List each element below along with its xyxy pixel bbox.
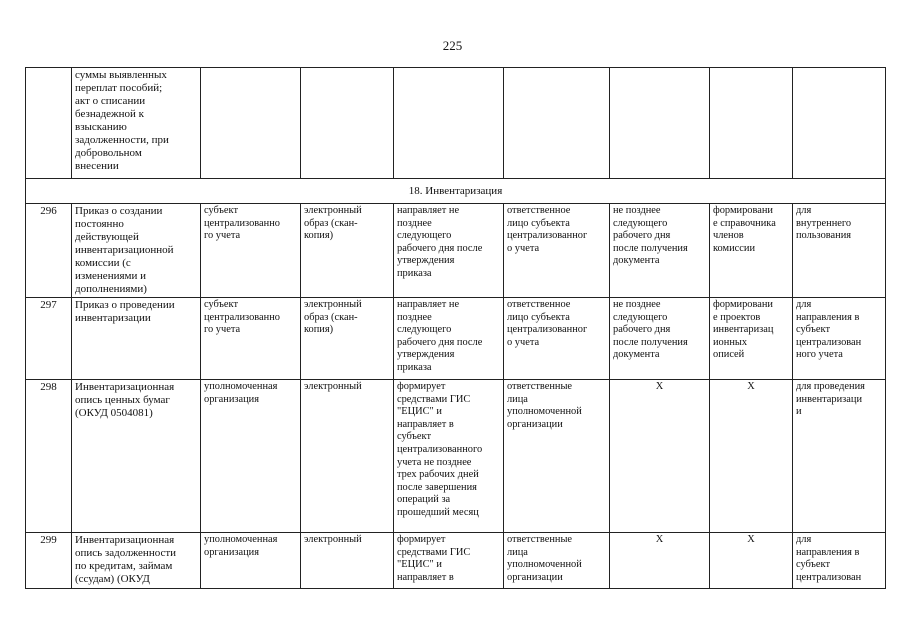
cell-processing: формировани е справочника членов комиссии xyxy=(710,204,793,298)
cell-deadline: X xyxy=(610,533,710,589)
cell-who: уполномоченная организация xyxy=(201,533,301,589)
section-title: 18. Инвентаризация xyxy=(26,179,886,204)
cell-num: 298 xyxy=(26,380,72,533)
cell-form: электронный образ (скан- копия) xyxy=(301,298,394,380)
cell-num: 297 xyxy=(26,298,72,380)
cell-form xyxy=(301,68,394,179)
cell-responsible: ответственные лица уполномоченной организации xyxy=(504,380,610,533)
table-row xyxy=(26,204,886,298)
cell-purpose: для направления в субъект централизован xyxy=(793,533,886,589)
document-table xyxy=(25,67,886,589)
table-row xyxy=(26,533,886,589)
cell-responsible xyxy=(504,68,610,179)
cell-purpose: для проведения инвентаризаци и xyxy=(793,380,886,533)
cell-deadline xyxy=(610,68,710,179)
cell-name: Приказ о проведении инвентаризации xyxy=(72,298,201,380)
cell-responsible: ответственное лицо субъекта централизованног о учета xyxy=(504,298,610,380)
cell-processing: формировани е проектов инвентаризац ионных описей xyxy=(710,298,793,380)
cell-deadline: не позднее следующего рабочего дня после получения документа xyxy=(610,298,710,380)
cell-action: направляет не позднее следующего рабочего дня после утверждения приказа xyxy=(394,204,504,298)
cell-who: субъект централизованно го учета xyxy=(201,298,301,380)
cell-form: электронный образ (скан- копия) xyxy=(301,204,394,298)
cell-processing: X xyxy=(710,533,793,589)
cell-deadline: не позднее следующего рабочего дня после получения документа xyxy=(610,204,710,298)
cell-num xyxy=(26,68,72,179)
cell-who: субъект централизованно го учета xyxy=(201,204,301,298)
cell-name: Инвентаризационная опись задолженности по кредитам, займам (ссудам) (ОКУД xyxy=(72,533,201,589)
cell-who xyxy=(201,68,301,179)
cell-processing: X xyxy=(710,380,793,533)
continuation-row xyxy=(26,68,886,179)
cell-responsible: ответственное лицо субъекта централизованног о учета xyxy=(504,204,610,298)
section-row xyxy=(26,179,886,204)
cell-action: формирует средствами ГИС "ЕЦИС" и направляет в субъект централизованного учета не позднее трех рабочих дней после завершения операций за прошедший месяц xyxy=(394,380,504,533)
cell-action: направляет не позднее следующего рабочего дня после утверждения приказа xyxy=(394,298,504,380)
cell-num: 296 xyxy=(26,204,72,298)
cell-name: Приказ о создании постоянно действующей инвентаризационной комиссии (с изменениями и дополнениями) xyxy=(72,204,201,298)
cell-purpose xyxy=(793,68,886,179)
cell-deadline: X xyxy=(610,380,710,533)
cell-responsible: ответственные лица уполномоченной организации xyxy=(504,533,610,589)
cell-purpose: для направления в субъект централизован ного учета xyxy=(793,298,886,380)
cell-who: уполномоченная организация xyxy=(201,380,301,533)
table-row xyxy=(26,380,886,533)
table-row xyxy=(26,298,886,380)
cell-form: электронный xyxy=(301,533,394,589)
page-number: 225 xyxy=(442,38,463,53)
cell-name: Инвентаризационная опись ценных бумаг (ОКУД 0504081) xyxy=(72,380,201,533)
cell-processing xyxy=(710,68,793,179)
cell-action: формирует средствами ГИС "ЕЦИС" и направляет в xyxy=(394,533,504,589)
cell-purpose: для внутреннего пользования xyxy=(793,204,886,298)
cell-action xyxy=(394,68,504,179)
cell-num: 299 xyxy=(26,533,72,589)
cell-form: электронный xyxy=(301,380,394,533)
cell-name: суммы выявленных переплат пособий; акт о списании безнадежной к взысканию задолженности, при добровольном внесении xyxy=(72,68,201,179)
